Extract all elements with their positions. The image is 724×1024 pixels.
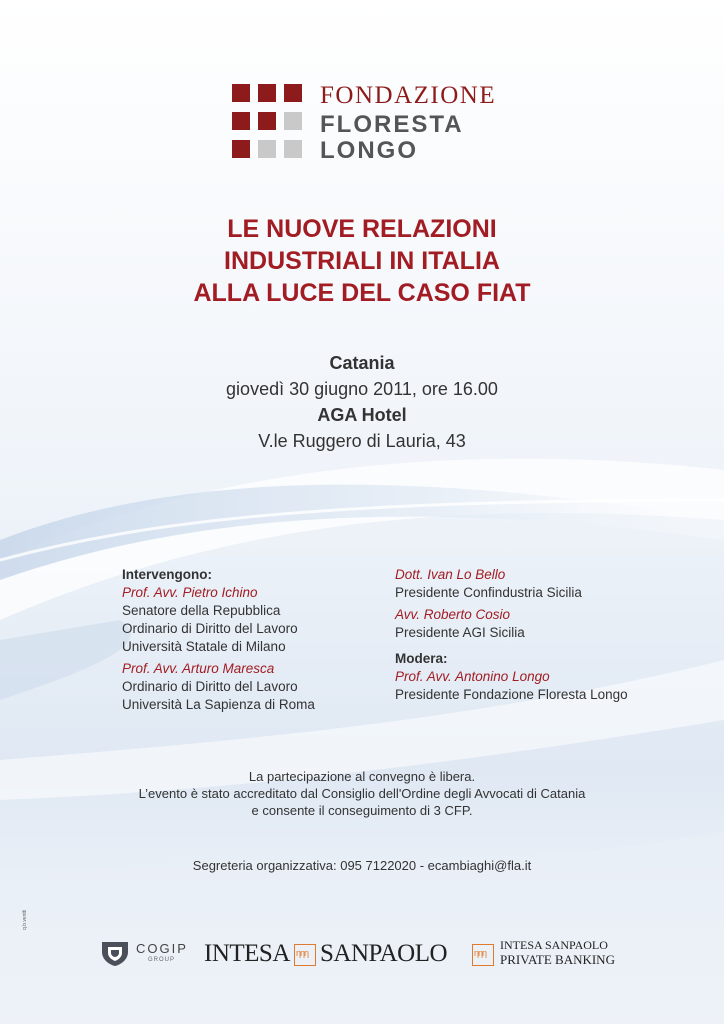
logo-square [258,112,276,130]
title-line: LE NUOVE RELAZIONI [227,215,497,243]
sponsors-bar [96,934,656,974]
intesa-sanpaolo-mark-icon [294,944,316,966]
speaker-name: Prof. Avv. Arturo Maresca [122,661,275,676]
event-details [0,350,724,454]
speakers-right-column [395,566,695,704]
note-line: L’evento è stato accreditato dal Consiglio dell'Ordine degli Avvocati di Catania [138,786,586,801]
logo-square [284,140,302,158]
note-line: La partecipazione al convegno è libera. [248,769,476,784]
logo-square [284,112,302,130]
vertical-print-credit: q.b.ventti [22,909,28,930]
speaker-role: Ordinario di Diritto del Lavoro [122,679,298,694]
logo-square [232,140,250,158]
logo-square [258,140,276,158]
event-city: Catania [329,353,395,373]
moderator-role: Presidente Fondazione Floresta Longo [395,687,628,702]
speaker-role: Presidente Confindustria Sicilia [395,585,582,600]
speakers-heading: Intervengono: [122,567,212,582]
sanpaolo-wordmark: SANPAOLO [320,940,448,967]
speaker-role: Università Statale di Milano [122,639,286,654]
event-title [0,213,724,309]
event-notes [0,768,724,819]
note-line: e consente il conseguimento di 3 CFP. [251,803,473,818]
cogip-logo-icon [100,938,130,968]
event-venue: AGA Hotel [317,405,407,425]
moderator-name: Prof. Avv. Antonino Longo [395,669,550,684]
contact-info: Segreteria organizzativa: 095 7122020 - ecambiaghi@fla.it [192,858,532,873]
foundation-logo [230,80,500,164]
title-line: ALLA LUCE DEL CASO FIAT [193,279,531,307]
moderator-heading: Modera: [395,651,448,666]
speaker-name: Dott. Ivan Lo Bello [395,567,506,582]
cogip-name: COGIP [136,941,188,956]
speaker-name: Prof. Avv. Pietro Ichino [122,585,258,600]
logo-square [232,84,250,102]
private-banking-bottom: PRIVATE BANKING [500,952,615,967]
speakers-left-column [122,566,392,714]
intesa-wordmark: INTESA [204,940,290,967]
logo-text-longo: LONGO [320,137,418,164]
private-banking-top: INTESA SANPAOLO [500,938,608,952]
logo-square [258,84,276,102]
logo-text-floresta: FLORESTA [320,111,464,138]
logo-square [284,84,302,102]
event-date: giovedì 30 giugno 2011, ore 16.00 [226,379,498,399]
speaker-role: Senatore della Repubblica [122,603,281,618]
mark-glyph: ƞƞƞ [296,948,309,958]
private-banking-mark-icon [472,944,494,966]
mark-glyph: ƞƞƞ [474,948,487,958]
speaker-role: Università La Sapienza di Roma [122,697,315,712]
speaker-role: Presidente AGI Sicilia [395,625,525,640]
speaker-role: Ordinario di Diritto del Lavoro [122,621,298,636]
title-line: INDUSTRIALI IN ITALIA [224,247,500,275]
event-address: V.le Ruggero di Lauria, 43 [258,431,466,451]
logo-square [232,112,250,130]
logo-text-fondazione: FONDAZIONE [320,82,497,109]
cogip-group: GROUP [148,957,176,963]
speaker-name: Avv. Roberto Cosio [395,607,511,622]
